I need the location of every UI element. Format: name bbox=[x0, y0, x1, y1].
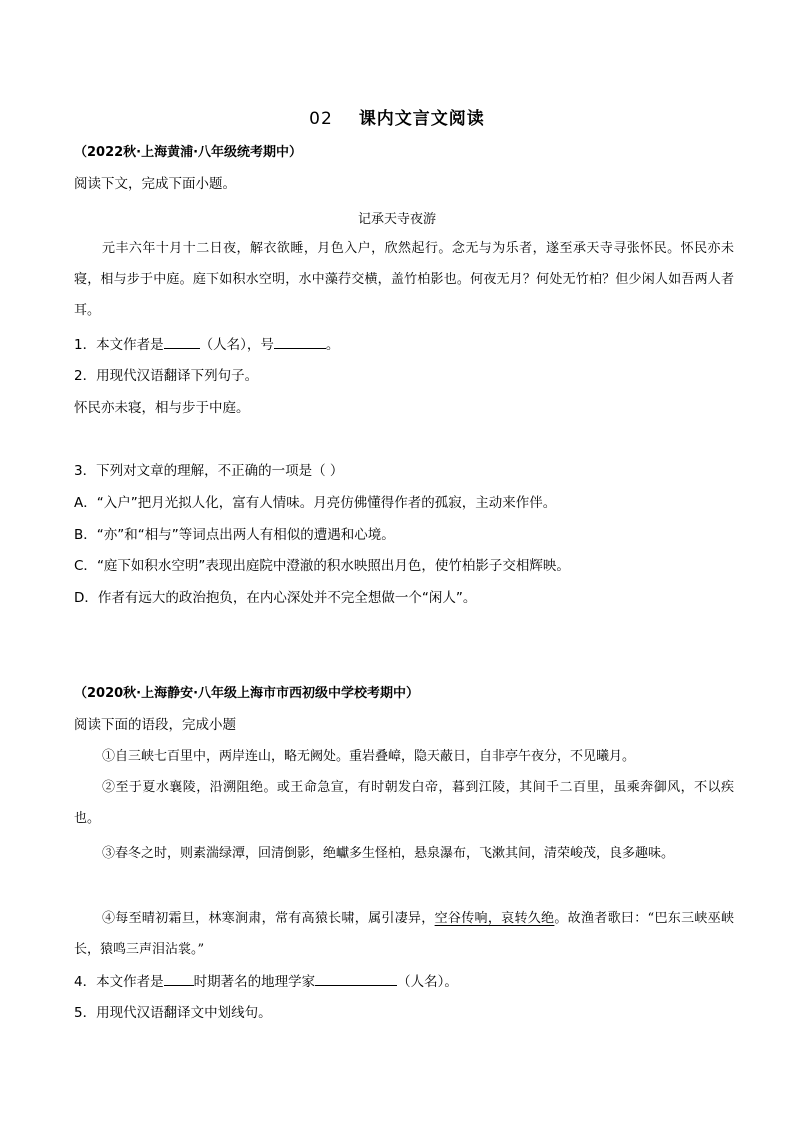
paragraph-3: ③春冬之时，则素湍绿潭，回清倒影，绝巘多生怪柏，悬泉瀑布，飞漱其间，清荣峻茂，良多趣味。 bbox=[102, 846, 675, 861]
section1-source: （2022秋·上海黄浦·八年级统考期中） bbox=[74, 145, 303, 160]
question-2-number: 2． bbox=[74, 368, 97, 384]
question-2-text: 用现代汉语翻译下列句子。 bbox=[96, 368, 259, 384]
section2-instruction: 阅读下面的语段，完成小题 bbox=[74, 717, 236, 733]
underlined-sentence: 空谷传响，哀转久绝 bbox=[434, 911, 555, 926]
question-1-mid: （人名），号 bbox=[199, 337, 274, 353]
option-text: 作者有远大的政治抱负，在内心深处并不完全想做一个“闲人”。 bbox=[97, 590, 477, 606]
paragraph-1: ①自三峡七百里中，两岸连山，略无阙处。重岩叠嶂，隐天蔽日，自非亭午夜分，不见曦月。 bbox=[102, 749, 636, 764]
question-4-post: （人名）。 bbox=[397, 974, 458, 990]
paragraph-4-pre: ④每至晴初霜旦，林寒涧肃，常有高猿长啸，属引凄异， bbox=[102, 911, 435, 926]
question-3-text: 下列对文章的理解，不正确的一项是（ ） bbox=[96, 463, 344, 479]
question-4-number: 4． bbox=[74, 974, 97, 990]
question-1-number: 1． bbox=[74, 337, 97, 353]
question-5 bbox=[74, 1003, 734, 1023]
answer-blank[interactable] bbox=[164, 334, 200, 349]
option-label: D． bbox=[74, 590, 98, 606]
question-5-text: 用现代汉语翻译文中划线句。 bbox=[96, 1005, 272, 1021]
answer-blank[interactable] bbox=[164, 971, 194, 986]
title-number: 02 bbox=[309, 109, 333, 129]
question-3 bbox=[74, 461, 734, 481]
answer-blank[interactable] bbox=[315, 971, 397, 986]
question-1 bbox=[74, 334, 734, 355]
section1-instruction: 阅读下文，完成下面小题。 bbox=[74, 176, 236, 192]
option-label: C． bbox=[74, 558, 97, 574]
paragraph-4-post: 。故渔者歌曰：“巴东三峡巫峡长，猿鸣三声泪沾裳。” bbox=[74, 911, 734, 957]
passage-title: 记承天寺夜游 bbox=[357, 212, 436, 227]
section2-source: （2020秋·上海静安·八年级上海市市西初级中学校考期中） bbox=[74, 686, 420, 701]
question-4 bbox=[74, 971, 734, 992]
question-2-sentence: 怀民亦未寝，相与步于中庭。 bbox=[74, 400, 250, 416]
question-5-number: 5． bbox=[74, 1005, 97, 1021]
passage-text: 元丰六年十月十二日夜，解衣欲睡，月色入户，欣然起行。念无与为乐者，遂至承天寺寻张怀民。怀民亦未寝，相与步于中庭。庭下如积水空明，水中藻荇交横，盖竹柏影也。何夜无月？何处无竹柏？但少闲人如吾两人者耳。 bbox=[74, 241, 734, 318]
option-b[interactable] bbox=[74, 525, 734, 545]
option-a[interactable] bbox=[74, 493, 734, 513]
option-label: A． bbox=[74, 495, 97, 511]
question-3-number: 3． bbox=[74, 463, 97, 479]
option-d[interactable] bbox=[74, 588, 734, 608]
paragraph-2: ②至于夏水襄陵，沿溯阻绝。或王命急宣，有时朝发白帝，暮到江陵，其间千二百里，虽乘奔御风，不以疾也。 bbox=[74, 780, 734, 826]
page-title bbox=[0, 104, 794, 129]
option-c[interactable] bbox=[74, 556, 734, 576]
option-text: “庭下如积水空明”表现出庭院中澄澈的积水映照出月色，使竹柏影子交相辉映。 bbox=[96, 558, 570, 574]
question-1-pre: 本文作者是 bbox=[96, 337, 164, 353]
question-4-pre: 本文作者是 bbox=[96, 974, 164, 990]
option-text: “亦”和“相与”等词点出两人有相似的遭遇和心境。 bbox=[96, 527, 395, 543]
question-4-mid: 时期著名的地理学家 bbox=[193, 974, 316, 990]
paragraph-4 bbox=[74, 903, 734, 965]
option-label: B． bbox=[74, 527, 97, 543]
question-2 bbox=[74, 366, 734, 386]
answer-blank[interactable] bbox=[274, 334, 326, 349]
option-text: “入户”把月光拟人化，富有人情味。月亮仿佛懂得作者的孤寂，主动来作伴。 bbox=[96, 495, 557, 511]
question-1-post: 。 bbox=[325, 337, 340, 353]
title-text: 课内文言文阅读 bbox=[358, 109, 485, 129]
